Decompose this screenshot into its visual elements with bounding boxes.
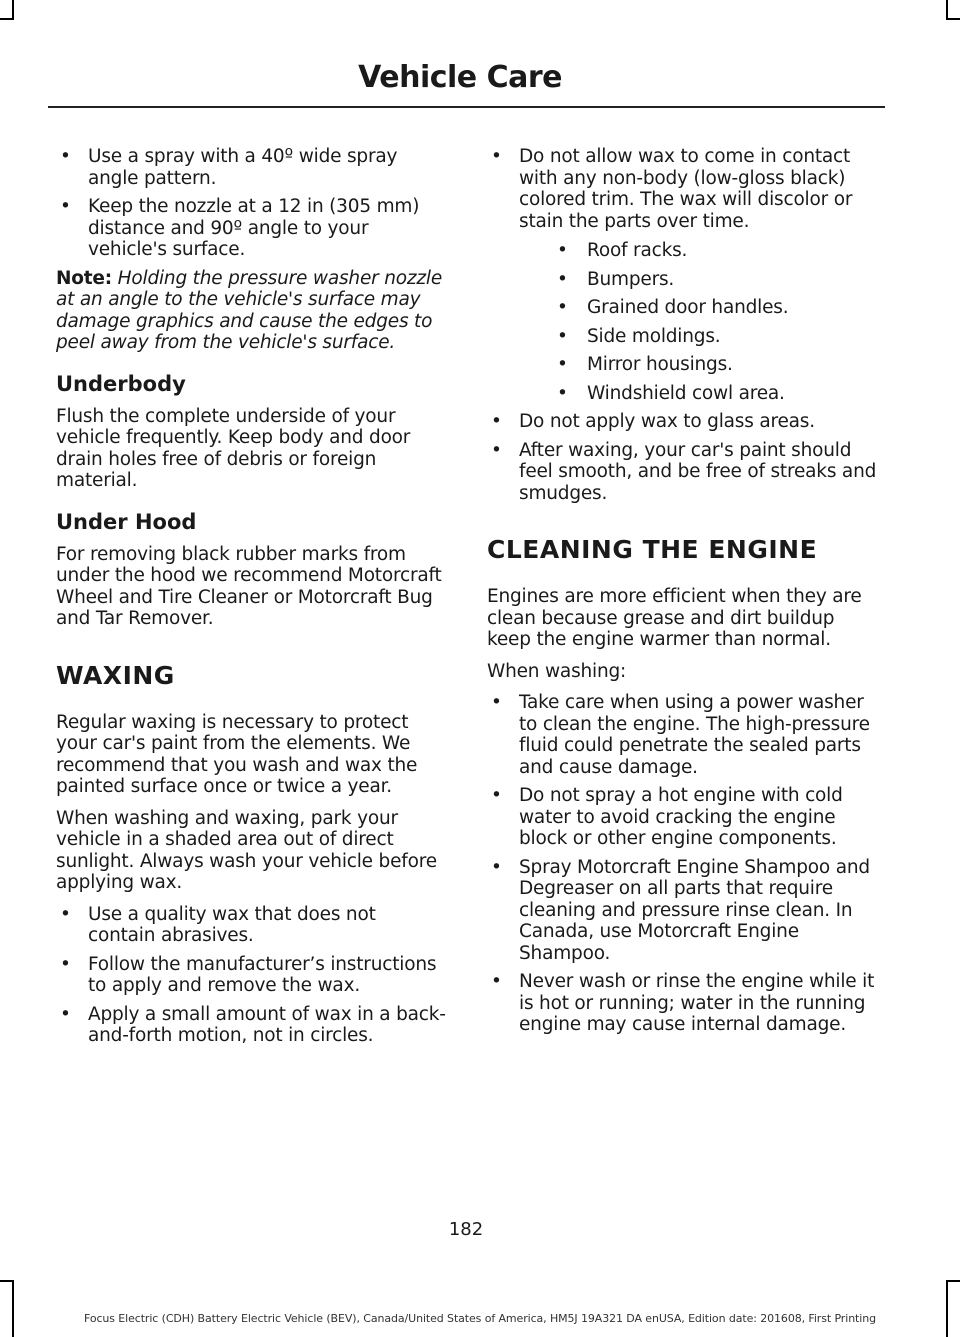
- waxing-paragraph: Regular waxing is necessary to protect your car's paint from the elements. We recommend that you wash and wax the painted surface once or twice a year.: [56, 711, 418, 797]
- list-item: • Take care when using a power washer to clean the engine. The high-pressure fluid could penetrate the sealed parts and cause damage.: [487, 692, 882, 778]
- underhood-heading: Under Hood: [56, 509, 197, 534]
- waxing-bullets: [56, 904, 448, 1047]
- list-item: • Spray Motorcraft Engine Shampoo and Degreaser on all parts that require cleaning and pressure rinse clean. In Canada, use Motorcraft Engine Shampoo.: [487, 857, 882, 965]
- list-item: • Bumpers.: [519, 269, 882, 291]
- crop-mark-bottom-left-h: [0, 1280, 14, 1282]
- crop-mark-top-left-v: [12, 0, 14, 20]
- list-item: • Follow the manufacturer’s instructions to apply and remove the wax.: [56, 954, 448, 997]
- list-item: • Apply a small amount of wax in a back-and-forth motion, not in circles.: [56, 1004, 448, 1047]
- engine-paragraph: Engines are more efficient when they are clean because grease and dirt buildup keep the engine warmer than normal.: [487, 586, 862, 650]
- wax-caution-text: Do not allow wax to come in contact with any non-body (low-gloss black) colored trim. The wax will discolor or stain the parts over time.: [519, 146, 853, 232]
- page-header-title: Vehicle Care: [358, 60, 562, 95]
- note-paragraph: [56, 268, 448, 354]
- page-number: 182: [448, 1219, 484, 1240]
- engine-heading: CLEANING THE ENGINE: [487, 535, 818, 564]
- list-item: • Windshield cowl area.: [519, 383, 882, 405]
- spray-bullets: [56, 146, 448, 261]
- list-item: • Mirror housings.: [519, 354, 882, 376]
- engine-bullets: [487, 692, 882, 1036]
- list-item: • Side moldings.: [519, 326, 882, 348]
- underhood-text: For removing black rubber marks from under the hood we recommend Motorcraft Wheel and Tire Cleaner or Motorcraft Bug and Tar Remover.: [56, 543, 442, 629]
- trim-items-list: [519, 240, 882, 404]
- crop-mark-bottom-left-v: [12, 1280, 14, 1337]
- note-label: Note:: [56, 267, 112, 289]
- list-item: • Grained door handles.: [519, 297, 882, 319]
- right-column: [487, 146, 882, 1043]
- list-item: • After waxing, your car's paint should feel smooth, and be free of streaks and smudges.: [487, 440, 882, 505]
- header-divider: [48, 106, 885, 108]
- crop-mark-top-right-v: [946, 0, 948, 20]
- left-column: [56, 146, 448, 1054]
- list-item: • Keep the nozzle at a 12 in (305 mm) distance and 90º angle to your vehicle's surface.: [56, 196, 448, 261]
- list-item: • Use a quality wax that does not contain abrasives.: [56, 904, 448, 947]
- list-item: • Roof racks.: [519, 240, 882, 262]
- note-text: Holding the pressure washer nozzle at an angle to the vehicle's surface may damage graphics and cause the edges to peel away from the vehicle's surface.: [56, 267, 443, 353]
- list-item: • Use a spray with a 40º wide spray angle pattern.: [56, 146, 448, 189]
- underbody-heading: Underbody: [56, 371, 186, 396]
- engine-paragraph: When washing:: [487, 660, 627, 682]
- waxing-heading: WAXING: [56, 660, 175, 690]
- crop-mark-bottom-right-h: [946, 1280, 960, 1282]
- footer-edition-text: Focus Electric (CDH) Battery Electric Vehicle (BEV), Canada/United States of America, HM5J 19A321 DA enUSA, Edition date: 201608, First Printing: [83, 1312, 876, 1325]
- list-item: [487, 146, 882, 404]
- wax-caution-bullets: [487, 146, 882, 504]
- crop-mark-bottom-right-v: [946, 1280, 948, 1337]
- crop-mark-top-left-h: [0, 18, 14, 20]
- list-item: • Do not apply wax to glass areas.: [487, 411, 882, 433]
- crop-mark-top-right-h: [946, 18, 960, 20]
- waxing-paragraph: When washing and waxing, park your vehicle in a shaded area out of direct sunlight. Always wash your vehicle before applying wax.: [56, 807, 437, 893]
- list-item: • Never wash or rinse the engine while it is hot or running; water in the running engine may cause internal damage.: [487, 971, 882, 1036]
- list-item: • Do not spray a hot engine with cold water to avoid cracking the engine block or other engine components.: [487, 785, 882, 850]
- underbody-text: Flush the complete underside of your vehicle frequently. Keep body and door drain holes free of debris or foreign material.: [56, 405, 411, 491]
